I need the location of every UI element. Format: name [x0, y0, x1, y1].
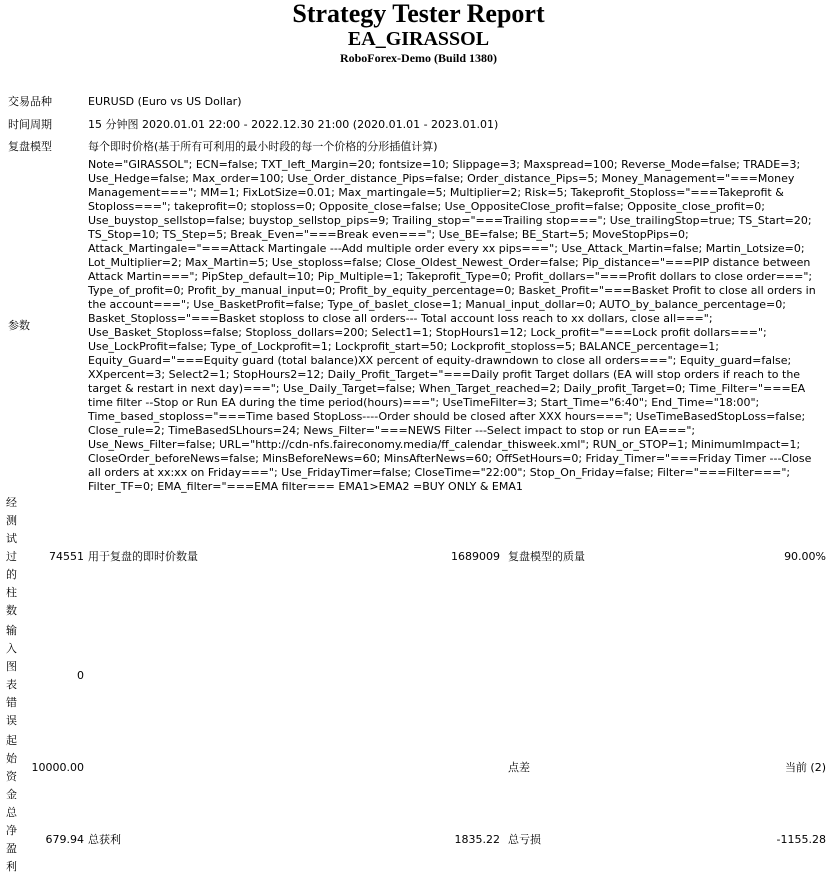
gross-profit-label: 总获利: [88, 833, 121, 846]
params-row: [4, 158, 830, 494]
params-label: 参数: [8, 319, 30, 332]
errors-value: 0: [77, 669, 84, 682]
model-row: [4, 136, 830, 158]
bars-label: 经测试过的柱数: [6, 496, 17, 617]
errors-row: [4, 620, 830, 732]
ticks-label: 用于复盘的即时价数量: [88, 550, 198, 563]
profit-label: 总净盈利: [6, 806, 17, 873]
report-header: [0, 0, 837, 66]
bars-row: [4, 494, 830, 620]
build-info: RoboForex-Demo (Build 1380): [339, 51, 498, 65]
ticks-value: 1689009: [451, 550, 500, 563]
quality-value: 90.00%: [784, 550, 827, 563]
gross-loss-value: -1155.28: [776, 833, 827, 846]
period-label: 时间周期: [8, 118, 52, 131]
deposit-value: 10000.00: [31, 761, 84, 774]
profit-row: [4, 804, 830, 876]
gross-loss-label: 总亏损: [508, 833, 541, 846]
symbol-row: [4, 90, 830, 114]
gross-profit-value: 1835.22: [454, 833, 500, 846]
report-title: Strategy Tester Report: [292, 0, 545, 28]
profit-value: 679.94: [45, 833, 84, 846]
deposit-label: 起始资金: [6, 734, 17, 801]
deposit-row: [4, 732, 830, 804]
params-value: Note="GIRASSOL"; ECN=false; TXT_left_Margin=20; fontsize=10; Slippage=3; Maxspread=100; Reverse_Mode=false; TRADE=3; Use_Hedge=false; Max_order=100; Use_Order_distance_Pips=false; Order_distance_Pips=5; Money_Management="===Money Management==="; MM=1; FixLotSize=0.01; Max_martingale=5; Multiplier=2; Risk=5; Takeprofit_Stoploss="===Takeprofit & Stoploss==="; takeprofit=0; stoploss=0; Opposite_close=false; Use_OppositeClose_profit=false; Opposite_close_profit=0; Use_buystop_sellstop=false; buystop_sellstop_pips=9; Trailing_stop="===Trailing stop==="; Use_trailingStop=true; TS_Start=20; TS_Stop=10; TS_Step=5; Break_Even="===Break even==="; Use_BE=false; BE_Start=5; MoveStopPips=0; Attack_Martingale="===Attack Martingale ---Add multiple order every xx pips==="; Use_Attack_Martin=false; Martin_Lotsize=0; Lot_Multiplier=2; Max_Martin=5; Use_stoploss=false; Close_Oldest_Newest_Order=false; Pip_distance="===PIP distance between Attack Martin==="; PipStep_default=10; Pip_Multiple=1; Takeprofit_Type=0; Profit_dollars="===Profit dollars to close order==="; Type_of_profit=0; Profit_by_manual_input=0; Profit_by_equity_percentage=0; Basket_Profit="===Basket Profit to close all orders in the account==="; Use_BasketProfit=false; Type_of_baslet_close=1; Manual_input_dollar=0; AUTO_by_balance_percentage=0; Basket_Stoploss="===Basket stoploss to close all orders--- Total account loss reach to xx dollars, close all==="; Use_Basket_Stoploss=false; Stoploss_dollars=200; Select1=1; StopHours1=12; Lock_profit="===Lock profit dollars==="; Use_LockProfit=false; Type_of_Lockprofit=1; Lockprofit_start=50; Lockprofit_stoploss=5; BALANCE_percentage=1; Equity_Guard="===Equity guard (total balance)XX percent of equity-drawndown to close all orders==="; Equity_guard=false; XXpercent=3; Select2=1; StopHours2=12; Daily_Profit_Target="===Daily profit Target dollars (EA will stop orders if reach to the target & restart in next day)==="; Use_Daily_Target=false; When_Target_reached=2; Daily_profit_Target=0; Time_Filter="===EA time filter --Stop or Run EA during the time period(hours)==="; UseTimeFilter=3; Start_Time="6:40"; End_Time="18:00"; Time_based_stoploss="===Time based StopLoss----Order should be closed after XXX hours==="; UseTimeBasedStopLoss=false; Close_rule=2; TimeBasedSLhours=24; News_Filter="===NEWS Filter ---Select impact to stop or run EA==="; Use_News_Filter=false; URL="http://cdn-nfs.faireconomy.media/ff_calendar_thisweek.xml"; RUN_or_STOP=1; MinimumImpact=1; CloseOrder_beforeNews=false; MinsBeforeNews=60; MinsAfterNews=60; OffSetHours=0; Friday_Timer="===Friday Timer ---Close all orders at xx:xx on Friday==="; Use_FridayTimer=false; CloseTime="22:00"; Stop_On_Friday=false; Filter="===Filter==="; Filter_TF=0; EMA_filter="===EMA filter=== EMA1>EMA2 =BUY ONLY & EMA1: [88, 158, 816, 493]
symbol-value: EURUSD (Euro vs US Dollar): [88, 95, 242, 108]
quality-label: 复盘模型的质量: [508, 550, 585, 563]
ea-name: EA_GIRASSOL: [347, 28, 490, 50]
period-row: [4, 114, 830, 136]
model-value: 每个即时价格(基于所有可利用的最小时段的每一个价格的分形插值计算): [88, 140, 438, 153]
period-value: 15 分钟图 2020.01.01 22:00 - 2022.12.30 21:00 (2020.01.01 - 2023.01.01): [88, 118, 499, 131]
bars-value: 74551: [49, 550, 84, 563]
errors-label: 输入图表错误: [6, 624, 17, 727]
symbol-label: 交易品种: [8, 95, 52, 108]
spread-label: 点差: [508, 761, 530, 774]
spread-value: 当前 (2): [784, 761, 827, 774]
model-label: 复盘模型: [8, 140, 52, 153]
report-table: [4, 90, 830, 876]
